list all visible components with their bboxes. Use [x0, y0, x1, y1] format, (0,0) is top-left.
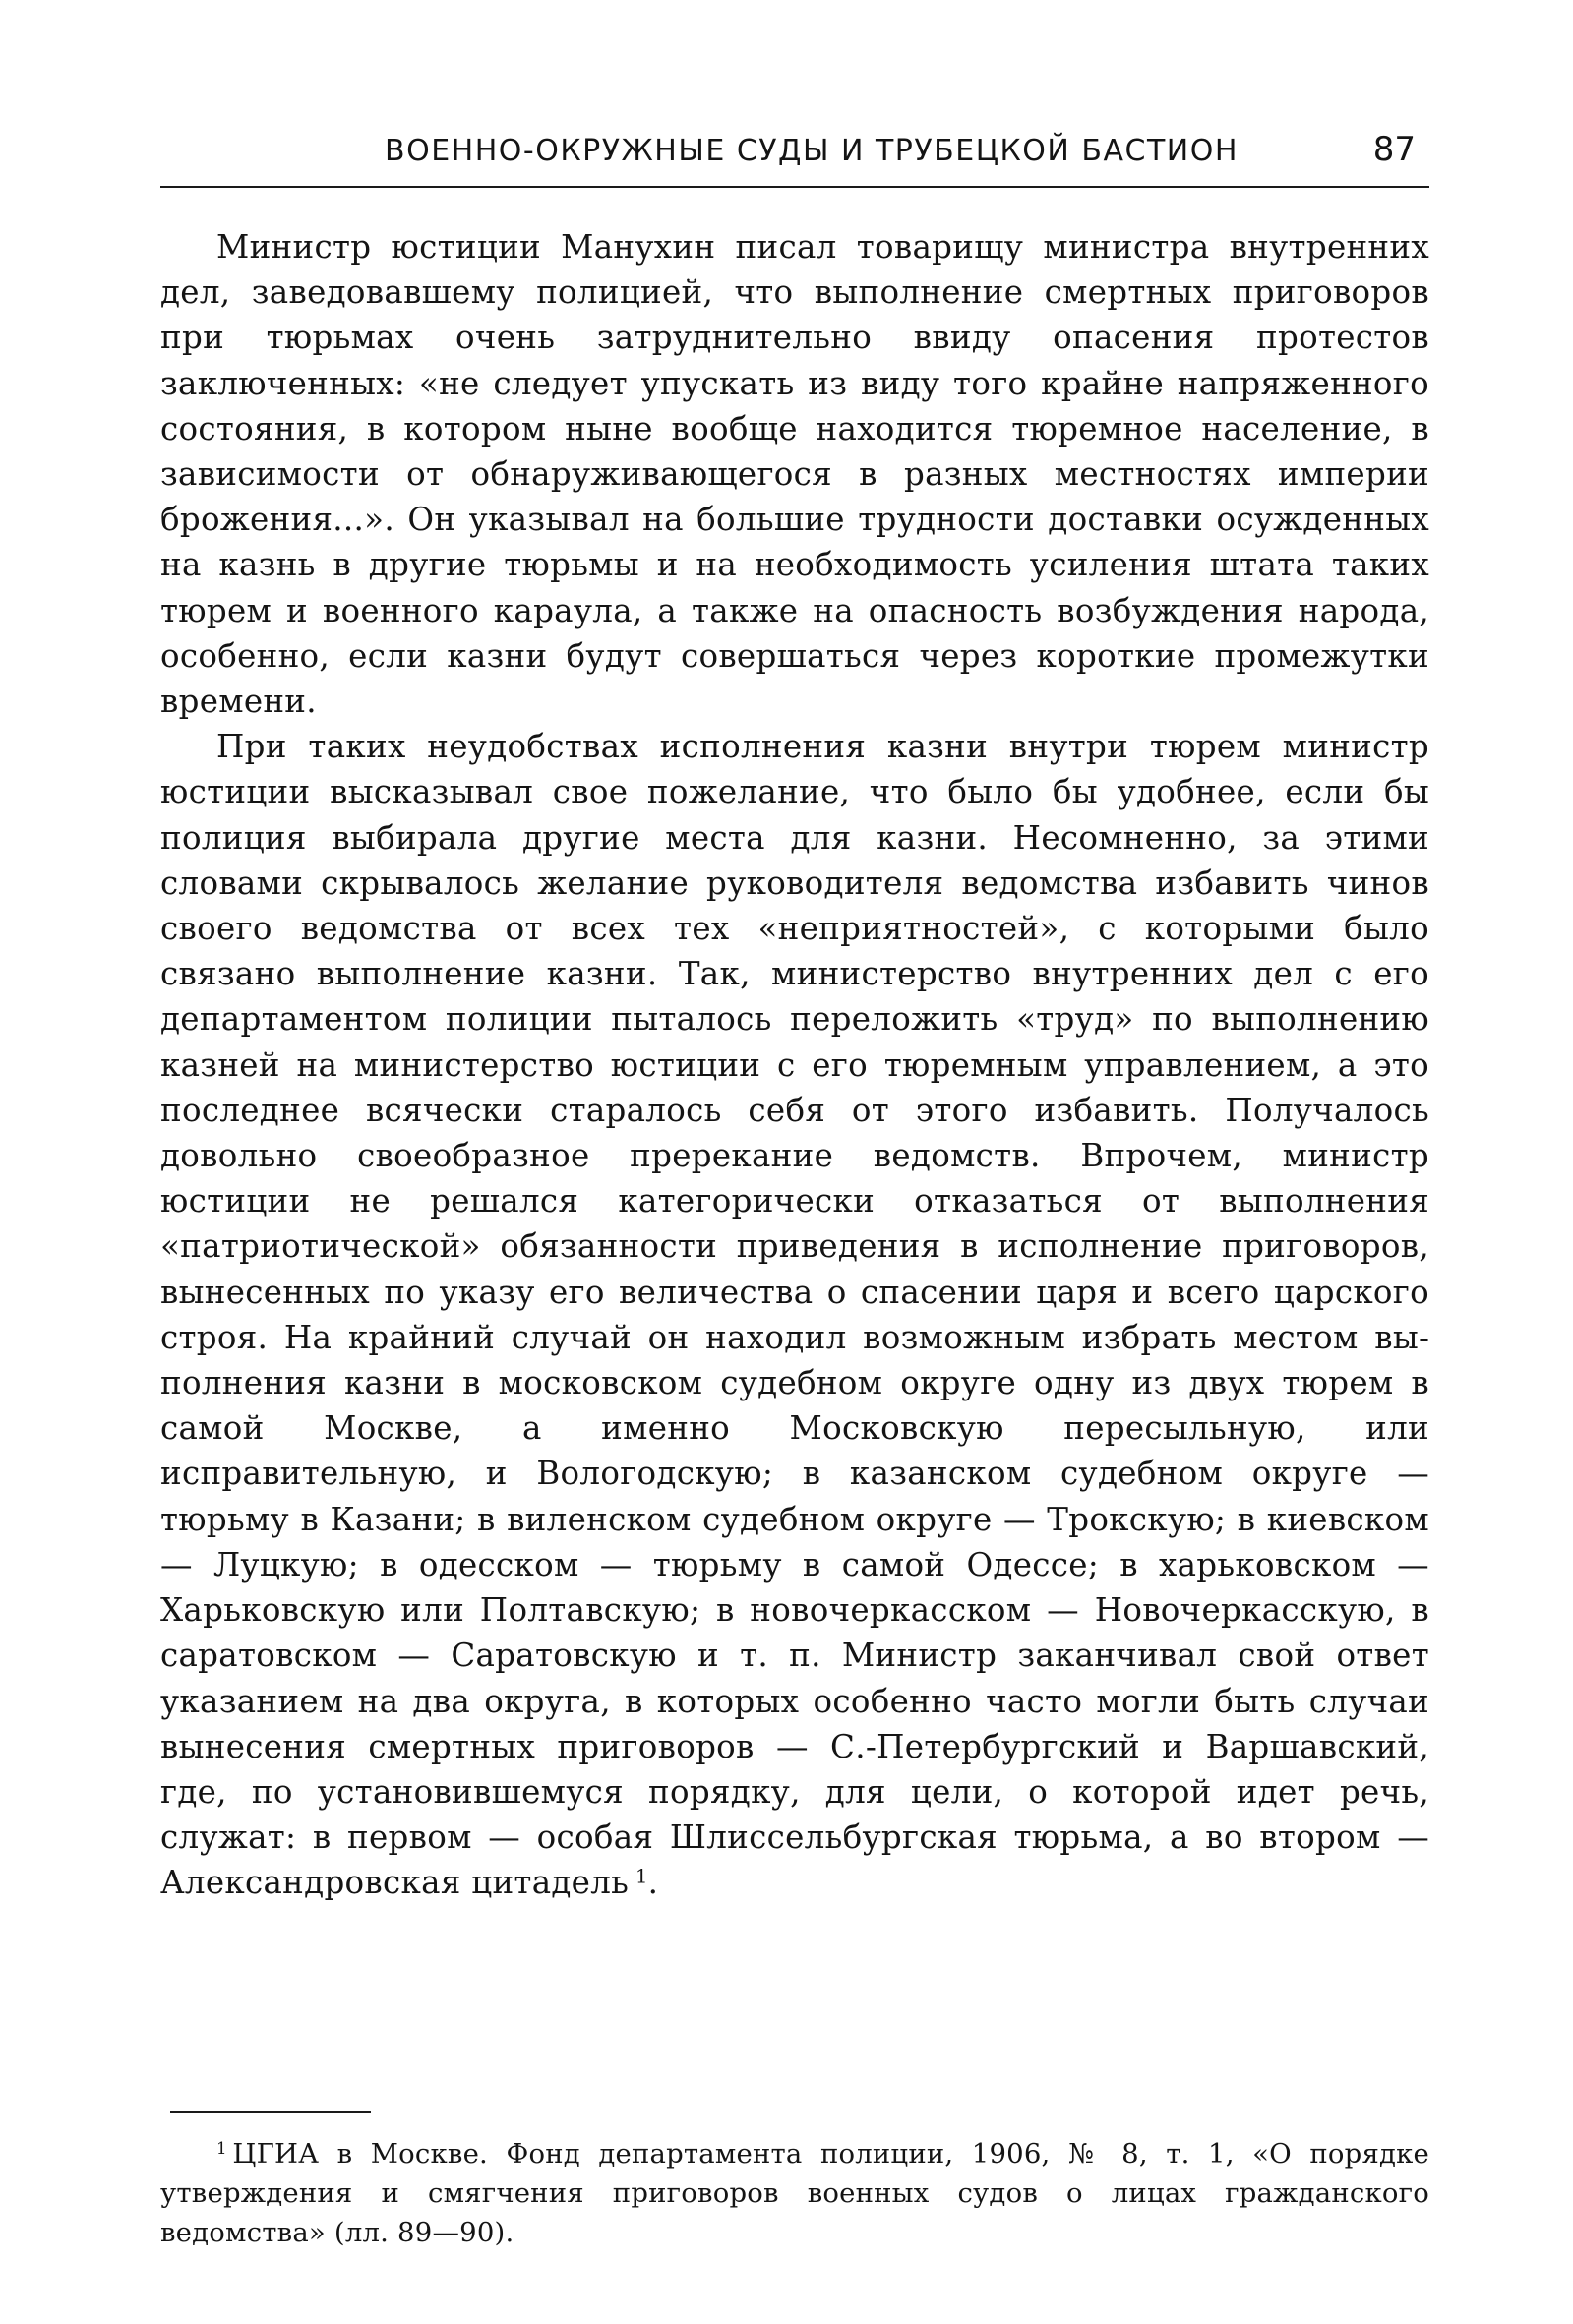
page-header [160, 132, 1429, 181]
paragraph-2-text: При таких неудобствах исполнения казни внутри тюрем министр юстиции высказывал свое пожелание, что было бы удобнее, если бы полиция выбирала другие места для казни. Несомненно, за этими словами скрывалось желание руководителя ведомства избавить чинов своего ведомства от всех тех «неприятностей», с которыми было связано выполнение казни. Так, министерство внутренних дел с его департаментом полиции пыталось переложить «труд» по выполнению казней на министерство юстиции с его тюремным управлением, а это последнее всячески старалось себя от этого избавить. Получалось довольно своеобразное пререкание ведомств. Впрочем, министр юстиции не решался категорически отказаться от выполнения «патриотической» обязанности приведения в исполнение приговоров, вынесенных по указу его величества о спасении царя и всего царского строя. На крайний случай он находил возможным избрать местом выполнения казни в московском судебном округе одну из двух тюрем в самой Москве, а именно Московскую пересыльную, или исправительную, и Вологодскую; в казанском судебном округе — тюрьму в Казани; в виленском судебном округе — Трокскую; в киевском — Луцкую; в одесском — тюрьму в самой Одессе; в харьковском — Харьковскую или Полтавскую; в новочеркасском — Новочеркасскую, в саратовском — Саратовскую и т. п. Министр заканчивал свой ответ указанием на два округа, в которых особенно часто могли быть случаи вынесения смертных приговоров — С.-Петербургский и Варшавский, где, по установившемуся порядку, для цели, о которой идет речь, служат: в первом — особая Шлиссельбургская тюрьма, а во втором — Александровская цитадель [160, 728, 1429, 1902]
footnote [160, 2134, 1429, 2252]
header-rule [160, 186, 1429, 188]
running-title: ВОЕННО-ОКРУЖНЫЕ СУДЫ И ТРУБЕЦКОЙ БАСТИОН [385, 134, 1239, 168]
paragraph-2: При таких неудобствах исполнения казни внутри тюрем министр юстиции высказывал свое пожелание, что было бы удобнее, если бы полиция выбирала другие места для казни. Несомненно, за этими словами скрывалось желание руководителя ведомства избавить чинов своего ведомства от всех тех «неприятностей», с которыми было связано выполнение казни. Так, министерство внутренних дел с его департаментом полиции пыталось переложить «труд» по выполнению казней на министерство юстиции с его тюремным управлением, а это последнее всячески старалось себя от этого избавить. Получалось довольно своеобразное пререкание ведомств. Впрочем, министр юстиции не решался категорически отказаться от выполнения «патриотической» обязанности приведения в исполнение приговоров, вынесенных по указу его величества о спасении царя и всего царского строя. На крайний случай он находил возможным избрать местом выполнения казни в московском судебном округе одну из двух тюрем в самой Москве, а именно Московскую пересыльную, или исправительную, и Вологодскую; в казанском судебном округе — тюрьму в Казани; в виленском судебном округе — Трокскую; в киевском — Луцкую; в одесском — тюрьму в самой Одессе; в харьковском — Харьковскую или Полтавскую; в новочеркасском — Новочеркасскую, в саратовском — Саратовскую и т. п. Министр заканчивал свой ответ указанием на два округа, в которых особенно часто могли быть случаи вынесения смертных приговоров — С.-Петербургский и Варшавский, где, по установившемуся порядку, для цели, о которой идет речь, служат: в первом — особая Шлиссельбургская тюрьма, а во втором — Александровская цитадель $^1$. [160, 728, 1429, 1902]
footnote-marker: 1 [216, 2138, 227, 2158]
body-text [160, 224, 1429, 1906]
paragraph-1: Министр юстиции Манухин писал товарищу министра внутренних дел, заведовавшему полицией, что выполнение смертных приговоров при тюрьмах очень затруднительно ввиду опасения протестов заключенных: «не следует упускать из виду того крайне напряженного состояния, в котором ныне вообще находится тюремное население, в зависимости от обнаруживающегося в разных местностях империи брожения...». Он указывал на большие трудности доставки осужденных на казнь в другие тюрьмы и на необходимость усиления штата таких тюрем и военного караула, а также на опасность возбуждения народа, особенно, если казни будут совершаться через короткие промежутки времени. [160, 228, 1429, 721]
footnote-reference: 1 [635, 1865, 648, 1888]
footnote-text: ЦГИА в Москве. Фонд департамента полиции, 1906, № 8, т. 1, «О порядке утверждения и смягчения приговоров военных судов о лицах гражданского ведомства» (лл. 89—90). [160, 2138, 1429, 2248]
page-number: 87 [1372, 130, 1416, 169]
footnote-rule [170, 2111, 371, 2113]
